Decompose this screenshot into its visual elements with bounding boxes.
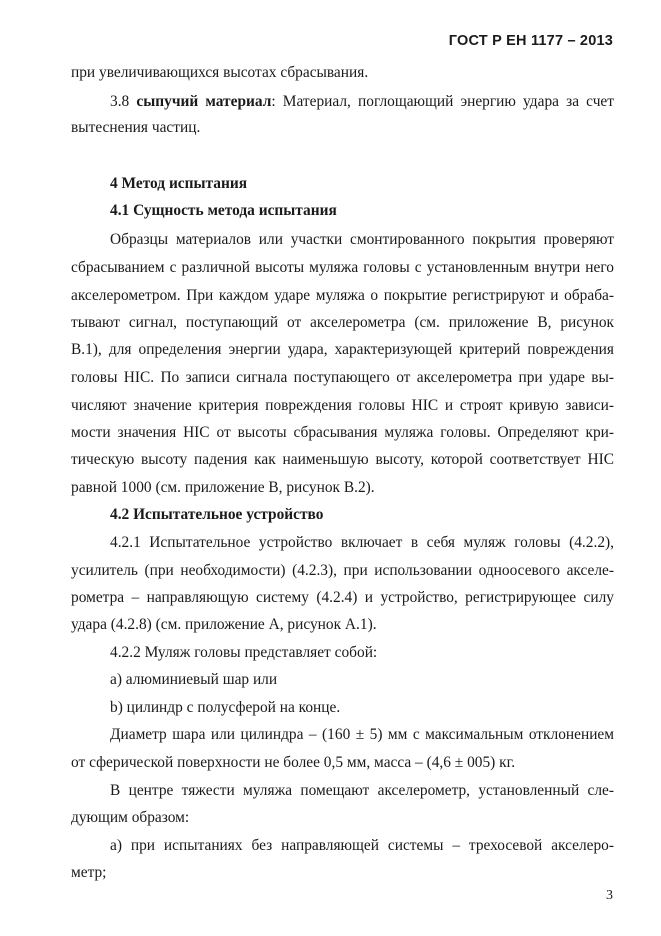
subsection-heading: 4.2 Испытательное устройство bbox=[110, 506, 324, 523]
paragraph-line: 4.2.2 Муляж головы представляет собой: bbox=[110, 644, 378, 661]
paragraph-line: 4.2.1 Испытательное устройство включает в себя муляж головы (4.2.2), bbox=[110, 534, 614, 551]
paragraph-line: мости значения HIC от высоты сбрасывания муляжа головы. Определяют кри- bbox=[71, 424, 614, 441]
paragraph-line: Образцы материалов или участки смонтированного покрытия проверяют bbox=[110, 231, 614, 248]
term-definition: : Материал, поглощающий энергию удара за счет bbox=[271, 93, 614, 110]
paragraph-line: от сферической поверхности не более 0,5 мм, масса – (4,6 ± 005) кг. bbox=[71, 754, 516, 771]
subsection-heading: 4.1 Сущность метода испытания bbox=[110, 202, 337, 219]
page-number: 3 bbox=[606, 888, 613, 903]
paragraph-line: тическую высоту падения как наименьшую высоту, которой соответствует HIC bbox=[71, 451, 614, 468]
paragraph-line: усилитель (при необходимости) (4.2.3), при использовании одноосевого акселе- bbox=[71, 562, 614, 579]
paragraph-line: метр; bbox=[71, 864, 107, 881]
list-item: а) алюминиевый шар или bbox=[110, 671, 278, 688]
paragraph-line: дующим образом: bbox=[71, 809, 190, 826]
paragraph-line: удара (4.2.8) (см. приложение А, рисунок А.1). bbox=[71, 616, 377, 633]
paragraph-line: числяют значение критерия повреждения головы HIC и строят кривую зависи- bbox=[71, 397, 614, 414]
term-number: 3.8 bbox=[110, 93, 130, 110]
paragraph-line: равной 1000 (см. приложение В, рисунок В.2). bbox=[71, 479, 375, 496]
paragraph-line: сбрасыванием с различной высоты муляжа головы с установленным внутри него bbox=[71, 259, 614, 276]
section-heading: 4 Метод испытания bbox=[110, 175, 248, 192]
paragraph-line: акселерометром. При каждом ударе муляжа о покрытие регистрируют и обраба- bbox=[71, 287, 614, 304]
text-line: вытеснения частиц. bbox=[71, 119, 201, 136]
paragraph-line: головы HIC. По записи сигнала поступающего от акселерометра при ударе вы- bbox=[71, 369, 614, 386]
paragraph-line: Диаметр шара или цилиндра – (160 ± 5) мм с максимальным отклонением bbox=[110, 726, 614, 743]
paragraph-line: В центре тяжести муляжа помещают акселерометр, установленный сле- bbox=[110, 782, 614, 799]
paragraph-line: рометра – направляющую систему (4.2.4) и устройство, регистрирующее силу bbox=[71, 589, 614, 606]
document-header: ГОСТ Р ЕН 1177 – 2013 bbox=[448, 33, 613, 49]
paragraph-line: тывают сигнал, поступающий от акселерометра (см. приложение В, рисунок bbox=[71, 314, 614, 331]
list-item: b) цилиндр с полусферой на конце. bbox=[110, 699, 341, 716]
list-item: а) при испытаниях без направляющей системы – трехосевой акселеро- bbox=[110, 837, 614, 854]
term-name: сыпучий материал bbox=[136, 93, 272, 110]
term-definition-line bbox=[110, 92, 614, 112]
paragraph-line: В.1), для определения энергии удара, характеризующей критерий повреждения bbox=[71, 341, 614, 358]
text-line: при увеличивающихся высотах сбрасывания. bbox=[71, 64, 369, 81]
